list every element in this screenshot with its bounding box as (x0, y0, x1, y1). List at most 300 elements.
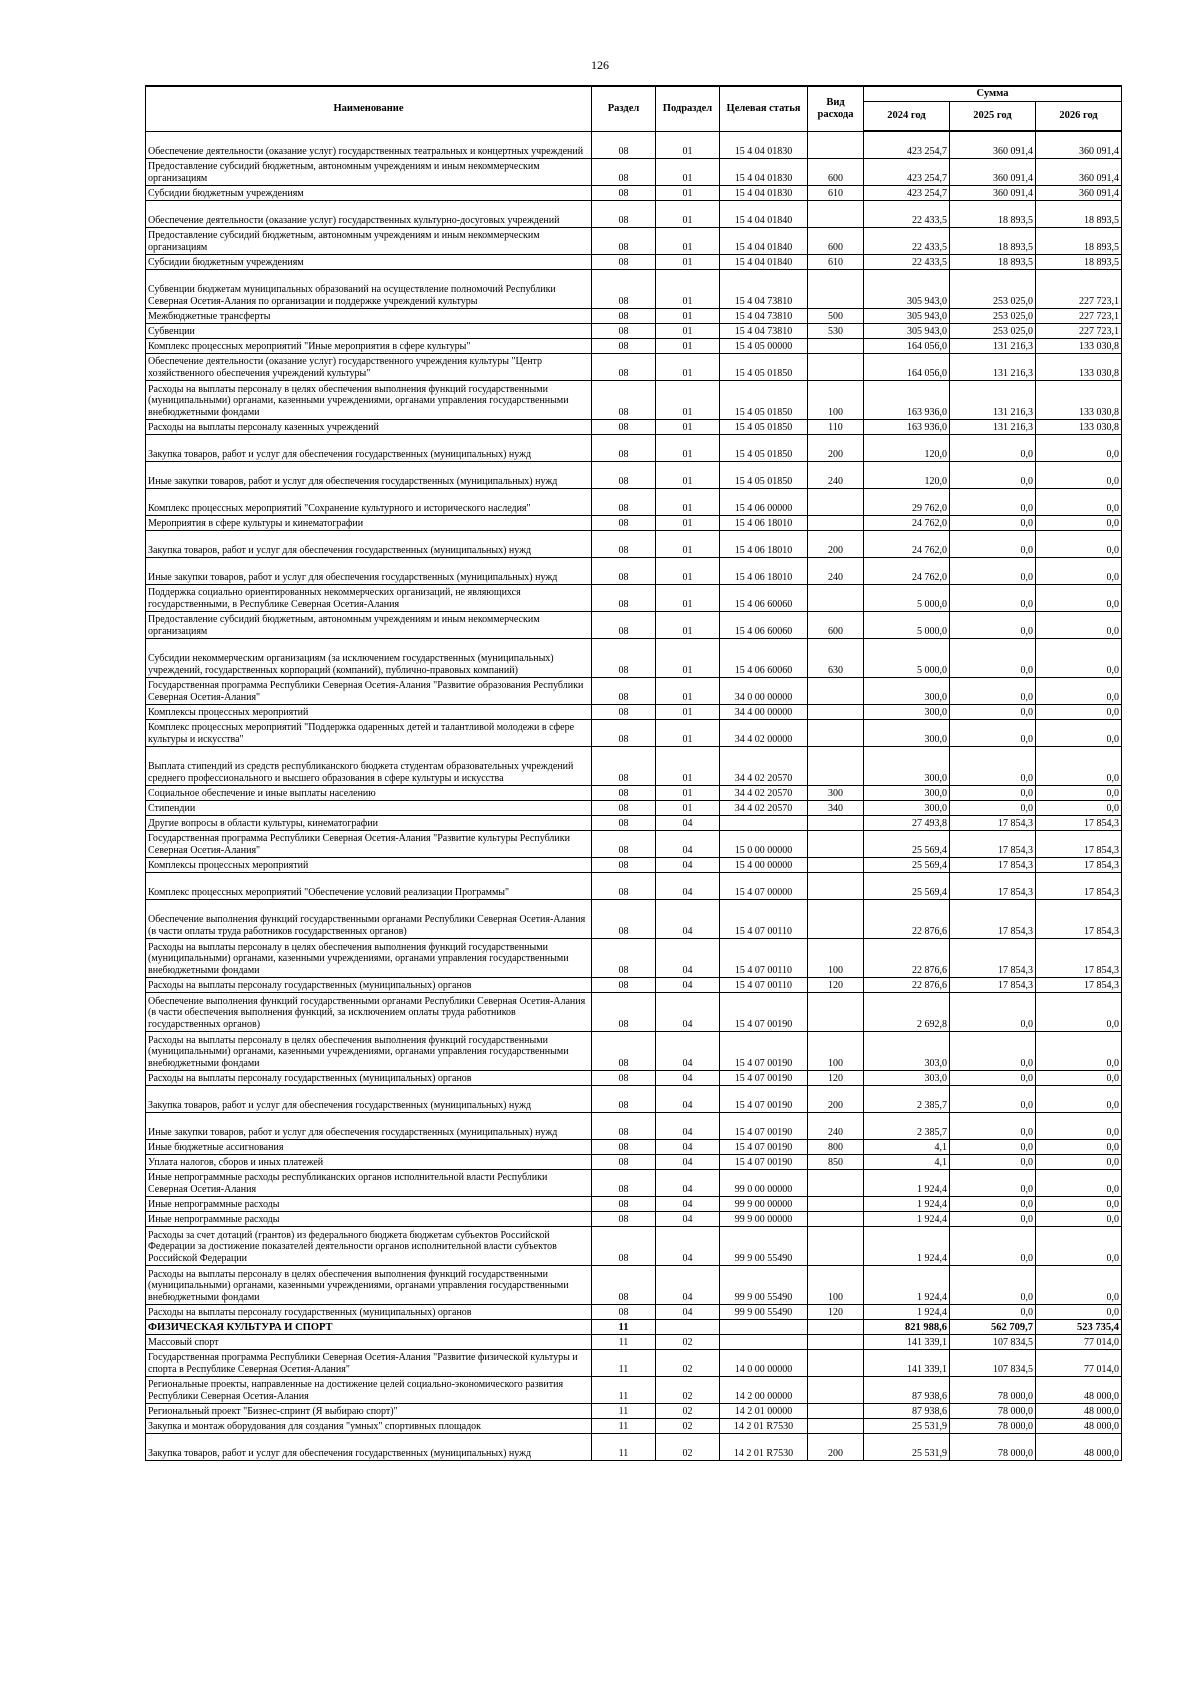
row-subsection: 01 (656, 185, 720, 200)
row-section: 08 (592, 1304, 656, 1319)
row-sum-2024: 1 924,4 (864, 1169, 950, 1196)
row-expense-kind (808, 1349, 864, 1376)
row-expense-kind (808, 746, 864, 785)
row-target-article: 15 4 06 18010 (720, 530, 808, 557)
row-target-article: 15 4 05 01850 (720, 419, 808, 434)
row-subsection: 04 (656, 977, 720, 992)
row-section: 08 (592, 977, 656, 992)
row-expense-kind (808, 1226, 864, 1265)
row-subsection: 01 (656, 200, 720, 227)
table-row (146, 992, 1122, 1031)
row-name: Уплата налогов, сборов и иных платежей (146, 1154, 592, 1169)
row-sum-2024: 163 936,0 (864, 380, 950, 419)
row-section: 08 (592, 1226, 656, 1265)
row-sum-2024: 305 943,0 (864, 269, 950, 308)
row-target-article: 14 2 01 R7530 (720, 1418, 808, 1433)
row-expense-kind (808, 584, 864, 611)
table-row (146, 1211, 1122, 1226)
row-subsection: 01 (656, 338, 720, 353)
row-section: 08 (592, 380, 656, 419)
table-row (146, 1304, 1122, 1319)
row-sum-2025: 17 854,3 (950, 899, 1036, 938)
row-sum-2026: 0,0 (1036, 461, 1122, 488)
row-subsection: 01 (656, 719, 720, 746)
row-target-article: 15 4 04 01830 (720, 158, 808, 185)
row-section: 08 (592, 1031, 656, 1070)
row-sum-2024: 24 762,0 (864, 557, 950, 584)
row-target-article: 14 2 01 00000 (720, 1403, 808, 1418)
row-target-article: 15 4 04 01840 (720, 200, 808, 227)
row-sum-2025: 107 834,5 (950, 1349, 1036, 1376)
row-sum-2025: 17 854,3 (950, 977, 1036, 992)
row-subsection: 01 (656, 515, 720, 530)
row-sum-2026: 133 030,8 (1036, 419, 1122, 434)
row-subsection (656, 1319, 720, 1334)
row-sum-2025: 0,0 (950, 638, 1036, 677)
row-sum-2026: 0,0 (1036, 434, 1122, 461)
row-sum-2026: 0,0 (1036, 1226, 1122, 1265)
table-row (146, 557, 1122, 584)
row-target-article: 34 4 02 20570 (720, 800, 808, 815)
row-sum-2024: 300,0 (864, 800, 950, 815)
row-sum-2026: 17 854,3 (1036, 830, 1122, 857)
header-sum: Сумма (864, 86, 1122, 102)
row-sum-2025: 562 709,7 (950, 1319, 1036, 1334)
row-sum-2026: 48 000,0 (1036, 1418, 1122, 1433)
row-sum-2025: 0,0 (950, 557, 1036, 584)
row-sum-2024: 25 531,9 (864, 1433, 950, 1460)
row-expense-kind (808, 899, 864, 938)
row-expense-kind: 240 (808, 1112, 864, 1139)
row-name: Межбюджетные трансферты (146, 308, 592, 323)
row-name: Массовый спорт (146, 1334, 592, 1349)
row-name: Субвенции (146, 323, 592, 338)
row-sum-2025: 0,0 (950, 461, 1036, 488)
row-sum-2024: 5 000,0 (864, 638, 950, 677)
table-row (146, 227, 1122, 254)
row-section: 08 (592, 1196, 656, 1211)
row-sum-2024: 1 924,4 (864, 1265, 950, 1304)
row-sum-2026: 0,0 (1036, 530, 1122, 557)
row-sum-2024: 303,0 (864, 1070, 950, 1085)
row-subsection: 01 (656, 254, 720, 269)
row-sum-2025: 253 025,0 (950, 323, 1036, 338)
row-section: 11 (592, 1418, 656, 1433)
table-row (146, 308, 1122, 323)
row-expense-kind: 600 (808, 227, 864, 254)
row-sum-2025: 131 216,3 (950, 380, 1036, 419)
row-sum-2026: 77 014,0 (1036, 1349, 1122, 1376)
row-name: Иные непрограммные расходы республиканских органов исполнительной власти Республики Северная Осетия-Алания (146, 1169, 592, 1196)
table-row (146, 185, 1122, 200)
row-name: Обеспечение выполнения функций государственными органами Республики Северная Осетия-Алания (в части оплаты труда работников государственных органов) (146, 899, 592, 938)
row-sum-2026: 133 030,8 (1036, 353, 1122, 380)
row-sum-2025: 0,0 (950, 1112, 1036, 1139)
row-name: Стипендии (146, 800, 592, 815)
row-sum-2024: 141 339,1 (864, 1349, 950, 1376)
table-row (146, 1226, 1122, 1265)
table-row (146, 1031, 1122, 1070)
row-target-article: 14 2 00 00000 (720, 1376, 808, 1403)
row-sum-2026: 0,0 (1036, 1139, 1122, 1154)
row-section: 08 (592, 1139, 656, 1154)
row-target-article: 15 4 07 00190 (720, 1112, 808, 1139)
row-target-article: 15 4 04 73810 (720, 308, 808, 323)
row-sum-2026: 360 091,4 (1036, 185, 1122, 200)
row-sum-2025: 18 893,5 (950, 254, 1036, 269)
row-sum-2024: 163 936,0 (864, 419, 950, 434)
row-name: Иные непрограммные расходы (146, 1211, 592, 1226)
row-sum-2024: 300,0 (864, 704, 950, 719)
row-expense-kind (808, 992, 864, 1031)
row-sum-2024: 120,0 (864, 461, 950, 488)
row-target-article: 15 0 00 00000 (720, 830, 808, 857)
table-row (146, 1169, 1122, 1196)
row-expense-kind (808, 200, 864, 227)
row-sum-2024: 87 938,6 (864, 1403, 950, 1418)
row-target-article: 15 4 07 00110 (720, 899, 808, 938)
row-subsection: 04 (656, 1112, 720, 1139)
table-row (146, 353, 1122, 380)
row-name: Другие вопросы в области культуры, кинематографии (146, 815, 592, 830)
row-sum-2025: 78 000,0 (950, 1403, 1036, 1418)
row-sum-2024: 305 943,0 (864, 323, 950, 338)
row-subsection: 01 (656, 785, 720, 800)
row-target-article: 99 9 00 00000 (720, 1196, 808, 1211)
row-subsection: 04 (656, 1169, 720, 1196)
row-name: Субвенции бюджетам муниципальных образований на осуществление полномочий Республики Северная Осетия-Алания по организации и поддержке учреждений культуры (146, 269, 592, 308)
table-row (146, 704, 1122, 719)
row-sum-2026: 227 723,1 (1036, 323, 1122, 338)
row-sum-2024: 22 433,5 (864, 227, 950, 254)
row-name: Комплекс процессных мероприятий "Обеспечение условий реализации Программы" (146, 872, 592, 899)
row-expense-kind: 200 (808, 1085, 864, 1112)
row-sum-2026: 0,0 (1036, 719, 1122, 746)
row-name: Предоставление субсидий бюджетным, автономным учреждениям и иным некоммерческим организациям (146, 611, 592, 638)
row-sum-2025: 107 834,5 (950, 1334, 1036, 1349)
row-target-article: 15 4 07 00190 (720, 1031, 808, 1070)
row-name: Расходы на выплаты персоналу казенных учреждений (146, 419, 592, 434)
row-sum-2026: 0,0 (1036, 1304, 1122, 1319)
budget-table (145, 85, 1122, 1461)
row-sum-2025: 360 091,4 (950, 185, 1036, 200)
row-sum-2025: 18 893,5 (950, 200, 1036, 227)
page-number: 126 (591, 58, 609, 72)
row-section: 08 (592, 1070, 656, 1085)
row-sum-2024: 300,0 (864, 785, 950, 800)
table-row (146, 461, 1122, 488)
row-sum-2026: 0,0 (1036, 488, 1122, 515)
row-name: Расходы на выплаты персоналу в целях обеспечения выполнения функций государственными (муниципальными) органами, казенными учреждениями, органами управления государственными внебюджетными фондами (146, 938, 592, 977)
row-subsection: 04 (656, 1265, 720, 1304)
row-sum-2024: 22 876,6 (864, 977, 950, 992)
row-subsection: 04 (656, 1085, 720, 1112)
row-target-article: 15 4 06 00000 (720, 488, 808, 515)
row-name: Обеспечение деятельности (оказание услуг) государственных культурно-досуговых учреждений (146, 200, 592, 227)
table-row (146, 977, 1122, 992)
row-section: 08 (592, 227, 656, 254)
row-section: 08 (592, 200, 656, 227)
row-subsection: 01 (656, 419, 720, 434)
table-row (146, 938, 1122, 977)
row-subsection: 01 (656, 746, 720, 785)
row-section: 08 (592, 1265, 656, 1304)
row-target-article: 34 0 00 00000 (720, 677, 808, 704)
row-sum-2026: 17 854,3 (1036, 872, 1122, 899)
row-sum-2025: 360 091,4 (950, 158, 1036, 185)
row-sum-2025: 0,0 (950, 677, 1036, 704)
table-row (146, 719, 1122, 746)
row-sum-2024: 423 254,7 (864, 131, 950, 158)
row-sum-2024: 300,0 (864, 746, 950, 785)
row-subsection: 01 (656, 800, 720, 815)
row-name: Субсидии некоммерческим организациям (за исключением государственных (муниципальных) учреждений, государственных корпораций (компаний), публично-правовых компаний) (146, 638, 592, 677)
table-row (146, 1349, 1122, 1376)
row-expense-kind (808, 1403, 864, 1418)
row-target-article: 15 4 07 00190 (720, 1085, 808, 1112)
row-subsection: 04 (656, 1226, 720, 1265)
row-sum-2025: 17 854,3 (950, 815, 1036, 830)
row-target-article: 99 9 00 55490 (720, 1304, 808, 1319)
row-sum-2026: 48 000,0 (1036, 1433, 1122, 1460)
row-name: Поддержка социально ориентированных некоммерческих организаций, не являющихся государственными, в Республике Северная Осетия-Алания (146, 584, 592, 611)
row-sum-2025: 0,0 (950, 530, 1036, 557)
table-row (146, 530, 1122, 557)
row-section: 08 (592, 515, 656, 530)
row-sum-2026: 17 854,3 (1036, 938, 1122, 977)
table-row (146, 380, 1122, 419)
row-subsection: 04 (656, 938, 720, 977)
row-expense-kind (808, 704, 864, 719)
row-expense-kind (808, 1211, 864, 1226)
row-section: 08 (592, 419, 656, 434)
row-sum-2025: 0,0 (950, 1226, 1036, 1265)
row-section: 08 (592, 800, 656, 815)
row-sum-2025: 17 854,3 (950, 872, 1036, 899)
row-expense-kind: 600 (808, 611, 864, 638)
row-sum-2025: 0,0 (950, 746, 1036, 785)
row-sum-2024: 821 988,6 (864, 1319, 950, 1334)
row-subsection: 01 (656, 704, 720, 719)
row-expense-kind: 200 (808, 1433, 864, 1460)
row-sum-2025: 78 000,0 (950, 1418, 1036, 1433)
row-target-article: 15 4 04 01830 (720, 185, 808, 200)
row-expense-kind: 100 (808, 1031, 864, 1070)
row-expense-kind: 530 (808, 323, 864, 338)
table-row (146, 434, 1122, 461)
row-sum-2024: 25 531,9 (864, 1418, 950, 1433)
row-subsection: 01 (656, 611, 720, 638)
row-target-article: 15 4 07 00000 (720, 872, 808, 899)
row-name: Расходы на выплаты персоналу государственных (муниципальных) органов (146, 1070, 592, 1085)
table-row (146, 857, 1122, 872)
row-sum-2024: 1 924,4 (864, 1304, 950, 1319)
row-expense-kind (808, 719, 864, 746)
table-row (146, 1403, 1122, 1418)
row-target-article: 15 4 04 01840 (720, 254, 808, 269)
row-target-article: 15 4 04 73810 (720, 323, 808, 338)
table-row (146, 785, 1122, 800)
row-section: 11 (592, 1403, 656, 1418)
row-section: 08 (592, 857, 656, 872)
row-subsection: 04 (656, 1070, 720, 1085)
row-target-article: 15 4 07 00190 (720, 1154, 808, 1169)
row-sum-2025: 131 216,3 (950, 353, 1036, 380)
row-subsection: 01 (656, 323, 720, 338)
row-sum-2024: 25 569,4 (864, 857, 950, 872)
row-section: 08 (592, 1112, 656, 1139)
row-name: Обеспечение деятельности (оказание услуг) государственного учреждения культуры "Центр хозяйственного обеспечения учреждений культуры" (146, 353, 592, 380)
row-subsection: 02 (656, 1433, 720, 1460)
row-target-article (720, 1319, 808, 1334)
row-sum-2024: 423 254,7 (864, 185, 950, 200)
row-expense-kind: 120 (808, 1304, 864, 1319)
row-sum-2026: 0,0 (1036, 704, 1122, 719)
row-sum-2026: 17 854,3 (1036, 899, 1122, 938)
table-row (146, 338, 1122, 353)
row-target-article: 15 4 07 00190 (720, 1070, 808, 1085)
row-expense-kind (808, 857, 864, 872)
row-sum-2024: 25 569,4 (864, 872, 950, 899)
row-sum-2025: 0,0 (950, 1085, 1036, 1112)
header-subsection: Подраздел (656, 86, 720, 131)
table-row (146, 1112, 1122, 1139)
row-section: 11 (592, 1376, 656, 1403)
table-row (146, 1070, 1122, 1085)
row-target-article: 15 4 07 00110 (720, 938, 808, 977)
row-expense-kind: 240 (808, 461, 864, 488)
table-row (146, 677, 1122, 704)
row-name: Комплекс процессных мероприятий "Сохранение культурного и исторического наследия" (146, 488, 592, 515)
table-row (146, 899, 1122, 938)
row-sum-2026: 0,0 (1036, 1070, 1122, 1085)
row-sum-2026: 17 854,3 (1036, 977, 1122, 992)
row-expense-kind: 800 (808, 1139, 864, 1154)
row-expense-kind: 630 (808, 638, 864, 677)
row-target-article: 34 4 02 20570 (720, 746, 808, 785)
row-sum-2026: 133 030,8 (1036, 338, 1122, 353)
row-expense-kind: 610 (808, 185, 864, 200)
row-target-article: 34 4 02 00000 (720, 719, 808, 746)
row-sum-2026: 0,0 (1036, 1031, 1122, 1070)
table-row (146, 830, 1122, 857)
row-sum-2026: 0,0 (1036, 515, 1122, 530)
row-name: Предоставление субсидий бюджетным, автономным учреждениям и иным некоммерческим организациям (146, 227, 592, 254)
row-subsection: 02 (656, 1403, 720, 1418)
row-target-article: 99 9 00 55490 (720, 1265, 808, 1304)
table-row (146, 515, 1122, 530)
row-name: Обеспечение деятельности (оказание услуг) государственных театральных и концертных учреждений (146, 131, 592, 158)
row-target-article: 15 4 07 00110 (720, 977, 808, 992)
row-sum-2025: 360 091,4 (950, 131, 1036, 158)
row-sum-2024: 300,0 (864, 719, 950, 746)
row-section: 08 (592, 1154, 656, 1169)
row-sum-2024: 5 000,0 (864, 611, 950, 638)
row-sum-2024: 300,0 (864, 677, 950, 704)
row-target-article: 34 4 00 00000 (720, 704, 808, 719)
row-subsection: 01 (656, 380, 720, 419)
row-name: Предоставление субсидий бюджетным, автономным учреждениям и иным некоммерческим организациям (146, 158, 592, 185)
row-section: 08 (592, 308, 656, 323)
row-subsection: 02 (656, 1376, 720, 1403)
row-sum-2025: 78 000,0 (950, 1433, 1036, 1460)
row-target-article: 15 4 00 00000 (720, 857, 808, 872)
row-expense-kind: 200 (808, 434, 864, 461)
row-expense-kind: 340 (808, 800, 864, 815)
row-name: Комплекс процессных мероприятий "Поддержка одаренных детей и талантливой молодежи в сфере культуры и искусства" (146, 719, 592, 746)
row-expense-kind: 240 (808, 557, 864, 584)
table-row (146, 131, 1122, 158)
row-sum-2025: 0,0 (950, 488, 1036, 515)
header-expense-kind: Вид расхода (808, 86, 864, 131)
row-target-article: 15 4 05 01850 (720, 380, 808, 419)
row-section: 08 (592, 746, 656, 785)
row-target-article (720, 815, 808, 830)
row-expense-kind: 850 (808, 1154, 864, 1169)
row-name: Региональные проекты, направленные на достижение целей социально-экономического развития Республики Северная Осетия-Алания (146, 1376, 592, 1403)
header-section: Раздел (592, 86, 656, 131)
row-sum-2026: 18 893,5 (1036, 200, 1122, 227)
row-sum-2026: 0,0 (1036, 638, 1122, 677)
row-section: 11 (592, 1349, 656, 1376)
table-row (146, 419, 1122, 434)
row-sum-2025: 0,0 (950, 1031, 1036, 1070)
row-name: Иные непрограммные расходы (146, 1196, 592, 1211)
row-expense-kind (808, 1196, 864, 1211)
row-section: 08 (592, 704, 656, 719)
row-sum-2026: 0,0 (1036, 1211, 1122, 1226)
table-row (146, 638, 1122, 677)
row-subsection: 01 (656, 584, 720, 611)
row-section: 08 (592, 557, 656, 584)
row-expense-kind (808, 131, 864, 158)
row-sum-2026: 48 000,0 (1036, 1376, 1122, 1403)
row-sum-2026: 0,0 (1036, 1169, 1122, 1196)
row-sum-2024: 5 000,0 (864, 584, 950, 611)
row-section: 11 (592, 1319, 656, 1334)
row-expense-kind (808, 488, 864, 515)
row-name: Расходы на выплаты персоналу в целях обеспечения выполнения функций государственными (муниципальными) органами, казенными учреждениями, органами управления государственными внебюджетными фондами (146, 380, 592, 419)
table-row (146, 1154, 1122, 1169)
row-sum-2024: 22 433,5 (864, 200, 950, 227)
row-sum-2026: 0,0 (1036, 1265, 1122, 1304)
row-sum-2024: 24 762,0 (864, 530, 950, 557)
row-target-article: 15 4 07 00190 (720, 1139, 808, 1154)
row-name: Выплата стипендий из средств республиканского бюджета студентам образовательных учреждений среднего профессионального и высшего образования в сфере культуры и искусства (146, 746, 592, 785)
row-section: 08 (592, 1085, 656, 1112)
row-subsection: 01 (656, 557, 720, 584)
row-sum-2026: 227 723,1 (1036, 269, 1122, 308)
row-sum-2024: 164 056,0 (864, 338, 950, 353)
table-row (146, 1334, 1122, 1349)
table-row (146, 872, 1122, 899)
row-name: Комплекс процессных мероприятий "Иные мероприятия в сфере культуры" (146, 338, 592, 353)
row-sum-2024: 22 876,6 (864, 938, 950, 977)
table-header (146, 86, 1122, 131)
row-expense-kind (808, 1334, 864, 1349)
row-name: Расходы на выплаты персоналу государственных (муниципальных) органов (146, 1304, 592, 1319)
row-sum-2026: 0,0 (1036, 611, 1122, 638)
row-sum-2024: 25 569,4 (864, 830, 950, 857)
row-name: Субсидии бюджетным учреждениям (146, 185, 592, 200)
row-subsection: 01 (656, 677, 720, 704)
row-section: 08 (592, 719, 656, 746)
row-sum-2024: 1 924,4 (864, 1226, 950, 1265)
row-sum-2025: 0,0 (950, 584, 1036, 611)
row-sum-2024: 2 692,8 (864, 992, 950, 1031)
table-row (146, 584, 1122, 611)
row-section: 08 (592, 785, 656, 800)
